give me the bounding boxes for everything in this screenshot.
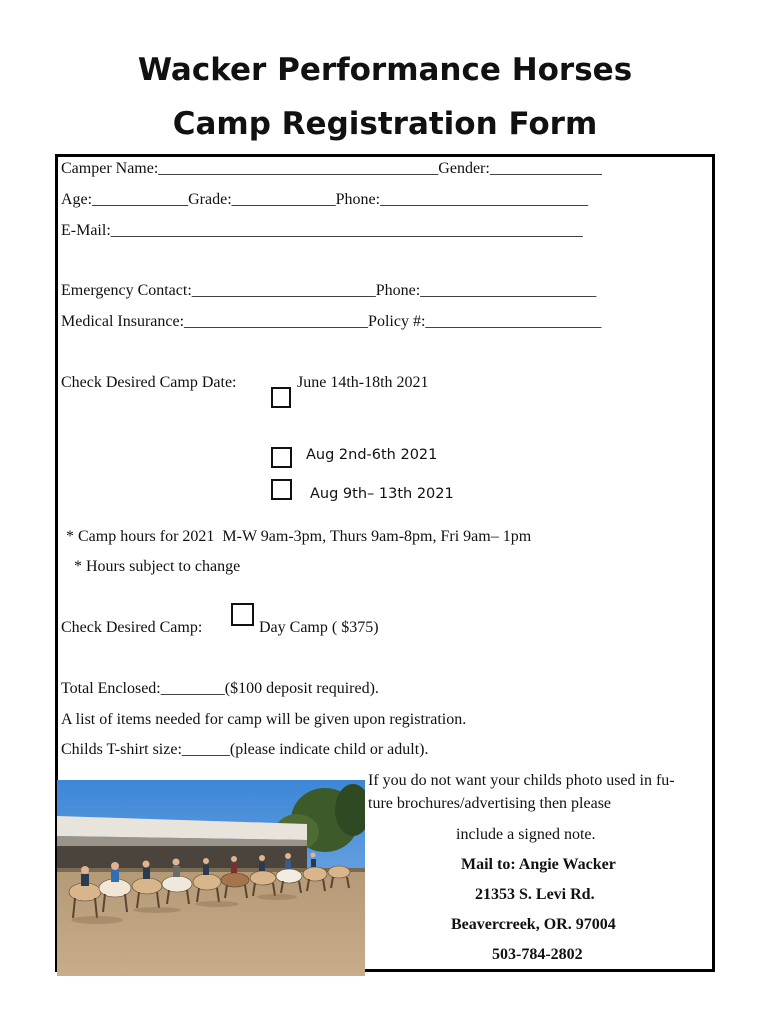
tshirt-size-field[interactable]: Childs T-shirt size:______(please indicate child or adult). xyxy=(61,741,429,758)
form-title: Wacker Performance Horses xyxy=(137,52,633,88)
mail-to-name: Mail to: Angie Wacker xyxy=(461,856,616,873)
emergency-contact-field[interactable]: Emergency Contact:_______________________Phone:______________________ xyxy=(61,282,597,299)
camp-hours-note: * Camp hours for 2021 M-W 9am-3pm, Thurs 9am-8pm, Fri 9am– 1pm xyxy=(66,528,532,545)
aug2-date-label: Aug 2nd-6th 2021 xyxy=(306,447,438,463)
aug2-date-checkbox[interactable] xyxy=(271,447,292,468)
june-date-checkbox[interactable] xyxy=(271,387,291,408)
email-field[interactable]: E-Mail:___________________________________________________________ xyxy=(61,222,583,239)
horse-riders-photo xyxy=(57,780,365,976)
photo-note-line3: include a signed note. xyxy=(456,826,596,843)
aug9-date-checkbox[interactable] xyxy=(271,479,292,500)
june-date-label: June 14th-18th 2021 xyxy=(297,374,429,391)
camp-date-label: Check Desired Camp Date: xyxy=(61,374,237,391)
day-camp-checkbox[interactable] xyxy=(231,603,254,626)
form-subtitle: Camp Registration Form xyxy=(172,106,598,142)
total-enclosed-field[interactable]: Total Enclosed:________($100 deposit required). xyxy=(61,680,379,697)
items-list-note: A list of items needed for camp will be given upon registration. xyxy=(61,711,467,728)
mail-street: 21353 S. Levi Rd. xyxy=(475,886,595,903)
day-camp-label: Day Camp ( $375) xyxy=(259,619,379,636)
age-grade-phone-field[interactable]: Age:____________Grade:_____________Phone:__________________________ xyxy=(61,191,589,208)
photo-note-line1: If you do not want your childs photo used in fu- xyxy=(368,772,675,789)
mail-phone: 503-784-2802 xyxy=(492,946,583,963)
medical-insurance-field[interactable]: Medical Insurance:_______________________Policy #:______________________ xyxy=(61,313,602,330)
camp-type-label: Check Desired Camp: xyxy=(61,619,203,636)
aug9-date-label: Aug 9th– 13th 2021 xyxy=(310,486,454,502)
hours-change-note: * Hours subject to change xyxy=(74,558,241,575)
mail-city: Beavercreek, OR. 97004 xyxy=(451,916,616,933)
camper-name-gender-field[interactable]: Camper Name:___________________________________Gender:______________ xyxy=(61,160,602,177)
photo-note-line2: ture brochures/advertising then please xyxy=(368,795,612,812)
